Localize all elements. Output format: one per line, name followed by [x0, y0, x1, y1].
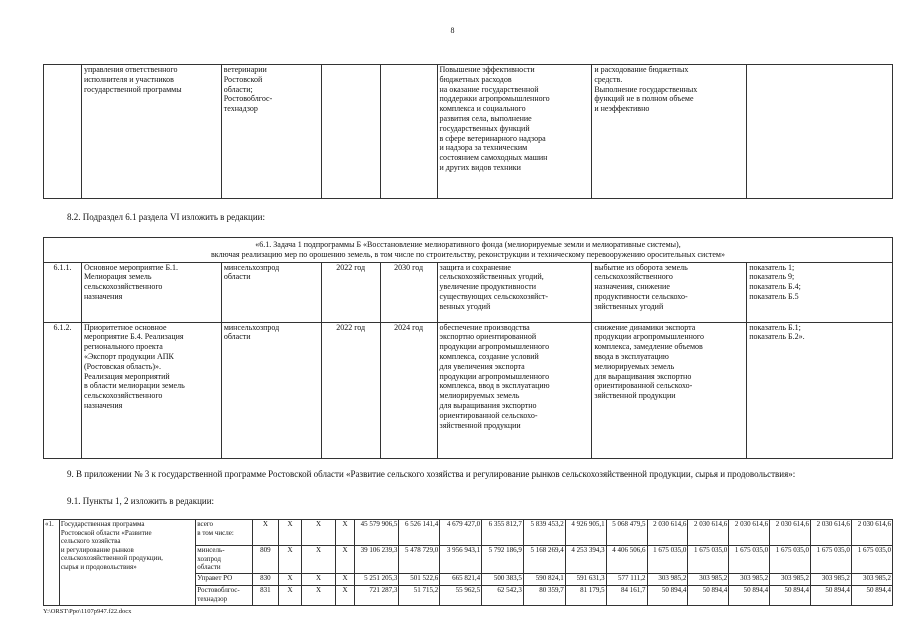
cell-responsible: управления ответственного исполнителя и участников государственной программы: [81, 65, 221, 199]
amount-cell: 3 956 943,1: [440, 546, 482, 574]
amount-cell: 2 030 614,6: [851, 520, 892, 546]
amount-cell: 303 985,2: [729, 574, 770, 586]
grbs-code: X: [253, 520, 279, 546]
csr-code: X: [302, 586, 335, 606]
expected-result: обеспечение производства экспортно ориентированной продукции агропромышленного комплекса, создание условий для увеличения экспорта продукции агропромышленного комплекса, ввод в эксплуатацию мелиорируемых земель для выращивания экспортно ориентированной сельскохо- зяйственной продукции: [437, 322, 592, 458]
amount-cell: 5 068 479,5: [606, 520, 647, 546]
expected-result: защита и сохранение сельскохозяйственных угодий, увеличение продуктивности существующих сельскохозяйст- венных угодий: [437, 262, 592, 322]
table-row: [44, 322, 893, 458]
executor: минсель- хозпрод области: [196, 546, 253, 574]
amount-cell: 80 359,7: [523, 586, 565, 606]
amount-cell: 2 030 614,6: [811, 520, 852, 546]
table-continuation: [43, 64, 893, 199]
amount-cell: 4 926 905,1: [565, 520, 606, 546]
start-year: 2022 год: [321, 322, 380, 458]
csr-code: X: [302, 574, 335, 586]
row-number: 6.1.1.: [44, 262, 82, 322]
executor: всего в том числе:: [196, 520, 253, 546]
amount-cell: 577 111,2: [606, 574, 647, 586]
amount-cell: 5 478 729,0: [399, 546, 440, 574]
vr-code: X: [335, 586, 355, 606]
vr-code: X: [335, 546, 355, 574]
amount-cell: 51 715,2: [399, 586, 440, 606]
measure-name: Основное мероприятие Б.1. Мелиорация земель сельскохозяйственного назначения: [81, 262, 221, 322]
amount-cell: 5 839 453,2: [523, 520, 565, 546]
amount-cell: 721 287,3: [355, 586, 399, 606]
paragraph-9-1: 9.1. Пункты 1, 2 изложить в редакции:: [67, 496, 215, 506]
indicator-link: показатель 1; показатель 9; показатель Б.4; показатель Б.5: [747, 262, 893, 322]
amount-cell: 303 985,2: [851, 574, 892, 586]
csr-code: X: [302, 546, 335, 574]
amount-cell: 2 030 614,6: [688, 520, 729, 546]
indicator-link: показатель Б.1; показатель Б.2».: [747, 322, 893, 458]
amount-cell: 1 675 035,0: [647, 546, 688, 574]
amount-cell: 50 894,4: [770, 586, 811, 606]
csr-code: X: [302, 520, 335, 546]
amount-cell: 6 526 141,4: [399, 520, 440, 546]
grbs-code: 809: [253, 546, 279, 574]
amount-cell: 81 179,5: [565, 586, 606, 606]
amount-cell: 5 792 186,9: [482, 546, 524, 574]
executor: минсельхозпрод области: [221, 322, 321, 458]
amount-cell: 4 253 394,3: [565, 546, 606, 574]
rz-code: X: [278, 546, 302, 574]
program-name: Государственная программа Ростовской области «Развитие сельского хозяйства и регулирование рынков сельскохозяйственной продукции, сырья и продовольствия»: [59, 520, 195, 606]
amount-cell: 39 106 239,3: [355, 546, 399, 574]
amount-cell: 62 542,3: [482, 586, 524, 606]
cell-empty: [747, 65, 893, 199]
paragraph-9: 9. В приложении № 3 к государственной программе Ростовской области «Развитие сельского хозяйства и регулирование рынков сельскохозяйственной продукции, сырья и продовольствия»:: [67, 469, 796, 479]
footer-file-path: Y:\ORST\Ppo\1107p947.f22.docx: [43, 608, 132, 615]
consequences: снижение динамики экспорта продукции агропромышленного комплекса, замедление объемов ввода в эксплуатацию мелиорируемых земель для выращивания экспортно ориентированной сельскохо- зяйственной продукции: [592, 322, 747, 458]
amount-cell: 2 030 614,6: [770, 520, 811, 546]
amount-cell: 303 985,2: [811, 574, 852, 586]
measure-name: Приоритетное основное мероприятие Б.4. Реализация регионального проекта «Экспорт продукции АПК (Ростовская область)». Реализация мероприятий в области мелиорации земель сельскохозяйственного назначения: [81, 322, 221, 458]
amount-cell: 5 168 269,4: [523, 546, 565, 574]
cell-empty: [44, 65, 82, 199]
end-year: 2030 год: [380, 262, 437, 322]
start-year: 2022 год: [321, 262, 380, 322]
amount-cell: 501 522,6: [399, 574, 440, 586]
rz-code: X: [278, 586, 302, 606]
amount-cell: 1 675 035,0: [729, 546, 770, 574]
paragraph-8-2: 8.2. Подраздел 6.1 раздела VI изложить в редакции:: [67, 212, 265, 222]
cell-executors: ветеринарии Ростовской области; Ростовоблгос- технадзор: [221, 65, 321, 199]
amount-cell: 665 821,4: [440, 574, 482, 586]
amount-cell: 1 675 035,0: [851, 546, 892, 574]
amount-cell: 303 985,2: [647, 574, 688, 586]
cell-consequences: и расходование бюджетных средств. Выполнение государственных функций не в полном объеме и неэффективно: [592, 65, 747, 199]
amount-cell: 2 030 614,6: [647, 520, 688, 546]
row-number: «1.: [44, 520, 60, 606]
page-number: 8: [450, 26, 455, 35]
amount-cell: 6 355 812,7: [482, 520, 524, 546]
amount-cell: 2 030 614,6: [729, 520, 770, 546]
amount-cell: 303 985,2: [770, 574, 811, 586]
vr-code: X: [335, 520, 355, 546]
consequences: выбытие из оборота земель сельскохозяйственного назначения, снижение продуктивности сельскохо- зяйственных угодий: [592, 262, 747, 322]
amount-cell: 1 675 035,0: [770, 546, 811, 574]
amount-cell: 4 679 427,0: [440, 520, 482, 546]
end-year: 2024 год: [380, 322, 437, 458]
row-number: 6.1.2.: [44, 322, 82, 458]
amount-cell: 1 675 035,0: [688, 546, 729, 574]
amount-cell: 84 161,7: [606, 586, 647, 606]
finance-table: [43, 519, 893, 606]
table-row: [44, 520, 893, 546]
amount-cell: 303 985,2: [688, 574, 729, 586]
cell-empty: [321, 65, 380, 199]
executor: минсельхозпрод области: [221, 262, 321, 322]
measures-table: [43, 237, 893, 459]
amount-cell: 5 251 205,3: [355, 574, 399, 586]
amount-cell: 50 894,4: [851, 586, 892, 606]
amount-cell: 500 383,5: [482, 574, 524, 586]
amount-cell: 1 675 035,0: [811, 546, 852, 574]
amount-cell: 50 894,4: [647, 586, 688, 606]
table-row: [44, 262, 893, 322]
amount-cell: 50 894,4: [688, 586, 729, 606]
amount-cell: 55 962,5: [440, 586, 482, 606]
grbs-code: 830: [253, 574, 279, 586]
amount-cell: 591 631,3: [565, 574, 606, 586]
amount-cell: 50 894,4: [729, 586, 770, 606]
executor: Управет РО: [196, 574, 253, 586]
cell-expected-result: Повышение эффективности бюджетных расходов на оказание государственной поддержки агропромышленного комплекса и социального развития села, выполнение государственных функций в сфере ветеринарного надзора и надзора за техническим состоянием самоходных машин и других видов техники: [437, 65, 592, 199]
rz-code: X: [278, 574, 302, 586]
amount-cell: 590 824,1: [523, 574, 565, 586]
amount-cell: 4 406 506,6: [606, 546, 647, 574]
amount-cell: 50 894,4: [811, 586, 852, 606]
amount-cell: 45 579 906,5: [355, 520, 399, 546]
task-header: «6.1. Задача 1 подпрограммы Б «Восстановление мелиоративного фонда (мелиорируемые земли и мелиоративные системы), включая реализацию мер по орошению земель, в том числе по строительству, реконструкции и техническому перевооружению оросительных систем»: [44, 238, 893, 263]
executor: Ростовоблгос- технадзор: [196, 586, 253, 606]
vr-code: X: [335, 574, 355, 586]
rz-code: X: [278, 520, 302, 546]
grbs-code: 831: [253, 586, 279, 606]
cell-empty: [380, 65, 437, 199]
